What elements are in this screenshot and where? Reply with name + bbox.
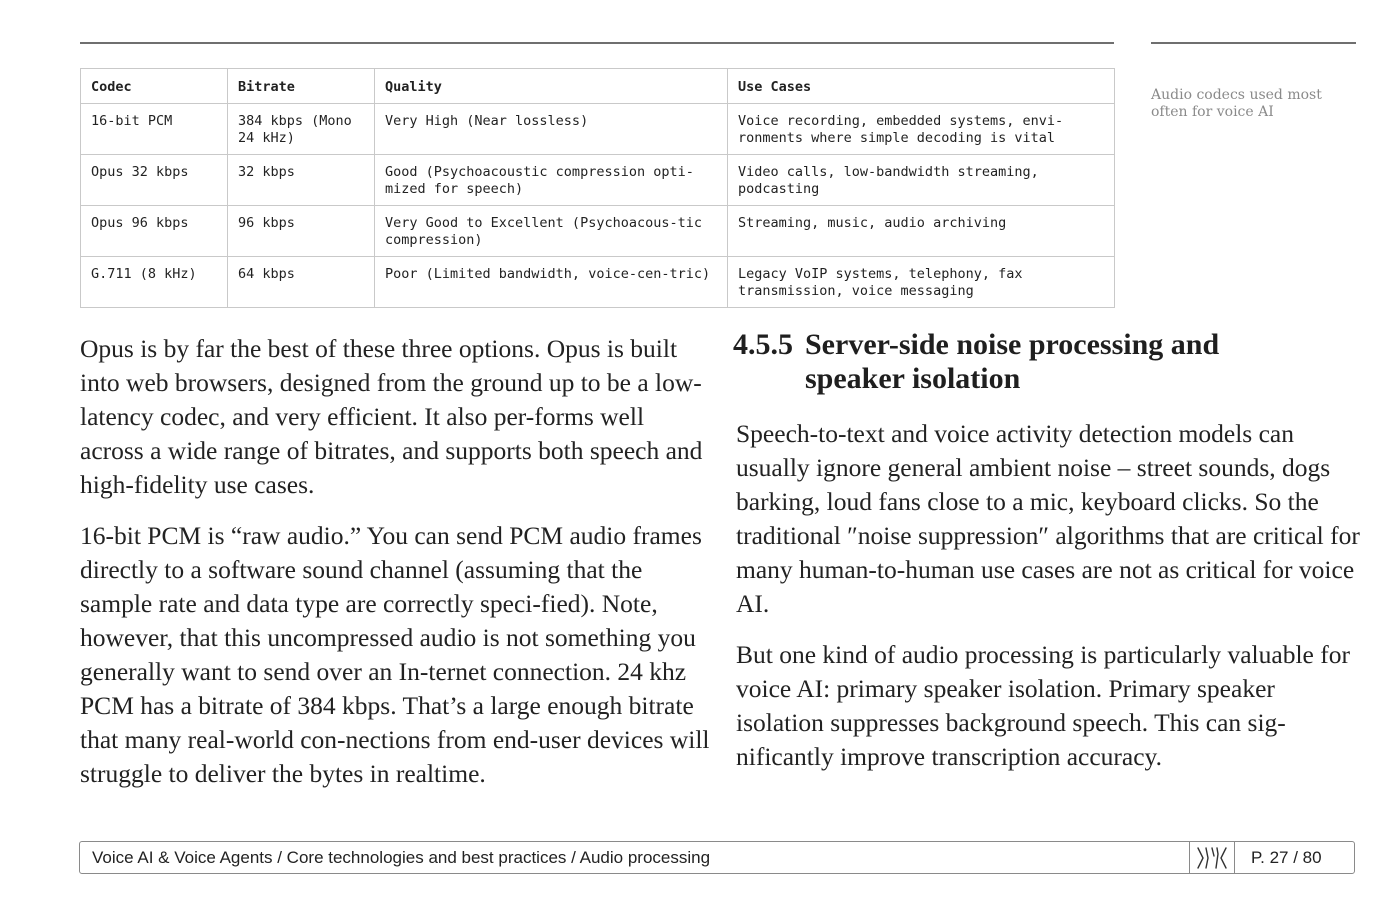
table-cell: G.711 (8 kHz) (81, 257, 228, 308)
section-number: 4.5.5 (733, 328, 793, 361)
section-title: Server-side noise processing and speaker isolation (805, 328, 1220, 395)
header-quality: Quality (375, 69, 728, 104)
header-codec: Codec (81, 69, 228, 104)
table-cell: Poor (Limited bandwidth, voice-cen-tric) (375, 257, 728, 308)
breadcrumb[interactable]: Voice AI & Voice Agents / Core technologies and best practices / Audio processing (92, 848, 711, 867)
table-row (81, 104, 1115, 155)
table-row (81, 155, 1115, 206)
table-cell: Video calls, low-bandwidth streaming, podcasting (728, 155, 1115, 206)
body-paragraph-pcm: 16-bit PCM is “raw audio.” You can send PCM audio frames directly to a software sound channel (assuming that the sample rate and data type are correctly speci-fied). Note, however, that this uncompressed audio is not something you generally want to send over an In-ternet connection. 24 khz PCM has a bitrate of 384 kbps. That’s a large enough bitrate that many real-world con-nections from end-user devices will struggle to deliver the bytes in realtime. (80, 521, 710, 788)
table-cell: 64 kbps (228, 257, 375, 308)
table-cell: Streaming, music, audio archiving (728, 206, 1115, 257)
section-heading (733, 328, 1363, 396)
wave-logo-icon (1196, 845, 1228, 871)
table-cell: 96 kbps (228, 206, 375, 257)
table-cell: 16-bit PCM (81, 104, 228, 155)
body-paragraph-isolation: But one kind of audio processing is particularly valuable for voice AI: primary speaker isolation. Primary speaker isolation suppresses background speech. This can sig-nificantly improve transcription accuracy. (736, 640, 1350, 771)
table-cell: Opus 96 kbps (81, 206, 228, 257)
table-cell: Opus 32 kbps (81, 155, 228, 206)
codec-table (80, 68, 1115, 308)
top-rule (80, 42, 1114, 44)
table-cell: Good (Psychoacoustic compression opti-mized for speech) (375, 155, 728, 206)
header-bitrate: Bitrate (228, 69, 375, 104)
table-cell: 384 kbps (Mono 24 kHz) (228, 104, 375, 155)
table-cell: Voice recording, embedded systems, envi-ronments where simple decoding is vital (728, 104, 1115, 155)
header-use-cases: Use Cases (728, 69, 1115, 104)
table-cell: Very Good to Excellent (Psychoacous-tic compression) (375, 206, 728, 257)
logo-cell (1189, 842, 1235, 873)
body-paragraph-opus: Opus is by far the best of these three options. Opus is built into web browsers, designed from the ground up to be a low-latency codec, and very efficient. It also per-forms well across a wide range of bitrates, and supports both speech and high-fidelity use cases. (80, 334, 703, 499)
table-header-row (81, 69, 1115, 104)
table-sidenote: Audio codecs used most often for voice AI (1151, 87, 1322, 120)
table-cell: Very High (Near lossless) (375, 104, 728, 155)
table-cell: 32 kbps (228, 155, 375, 206)
table-row (81, 206, 1115, 257)
page-number: P. 27 / 80 (1251, 848, 1322, 867)
body-paragraph-noise: Speech-to-text and voice activity detection models can usually ignore general ambient noise – street sounds, dogs barking, loud fans close to a mic, keyboard clicks. So the traditional ″noise suppression″ algorithms that are critical for many human-to-human use cases are not as critical for voice AI. (736, 419, 1360, 618)
table-row (81, 257, 1115, 308)
page-footer (79, 841, 1355, 874)
table-cell: Legacy VoIP systems, telephony, fax transmission, voice messaging (728, 257, 1115, 308)
sidenote-rule (1151, 42, 1356, 44)
